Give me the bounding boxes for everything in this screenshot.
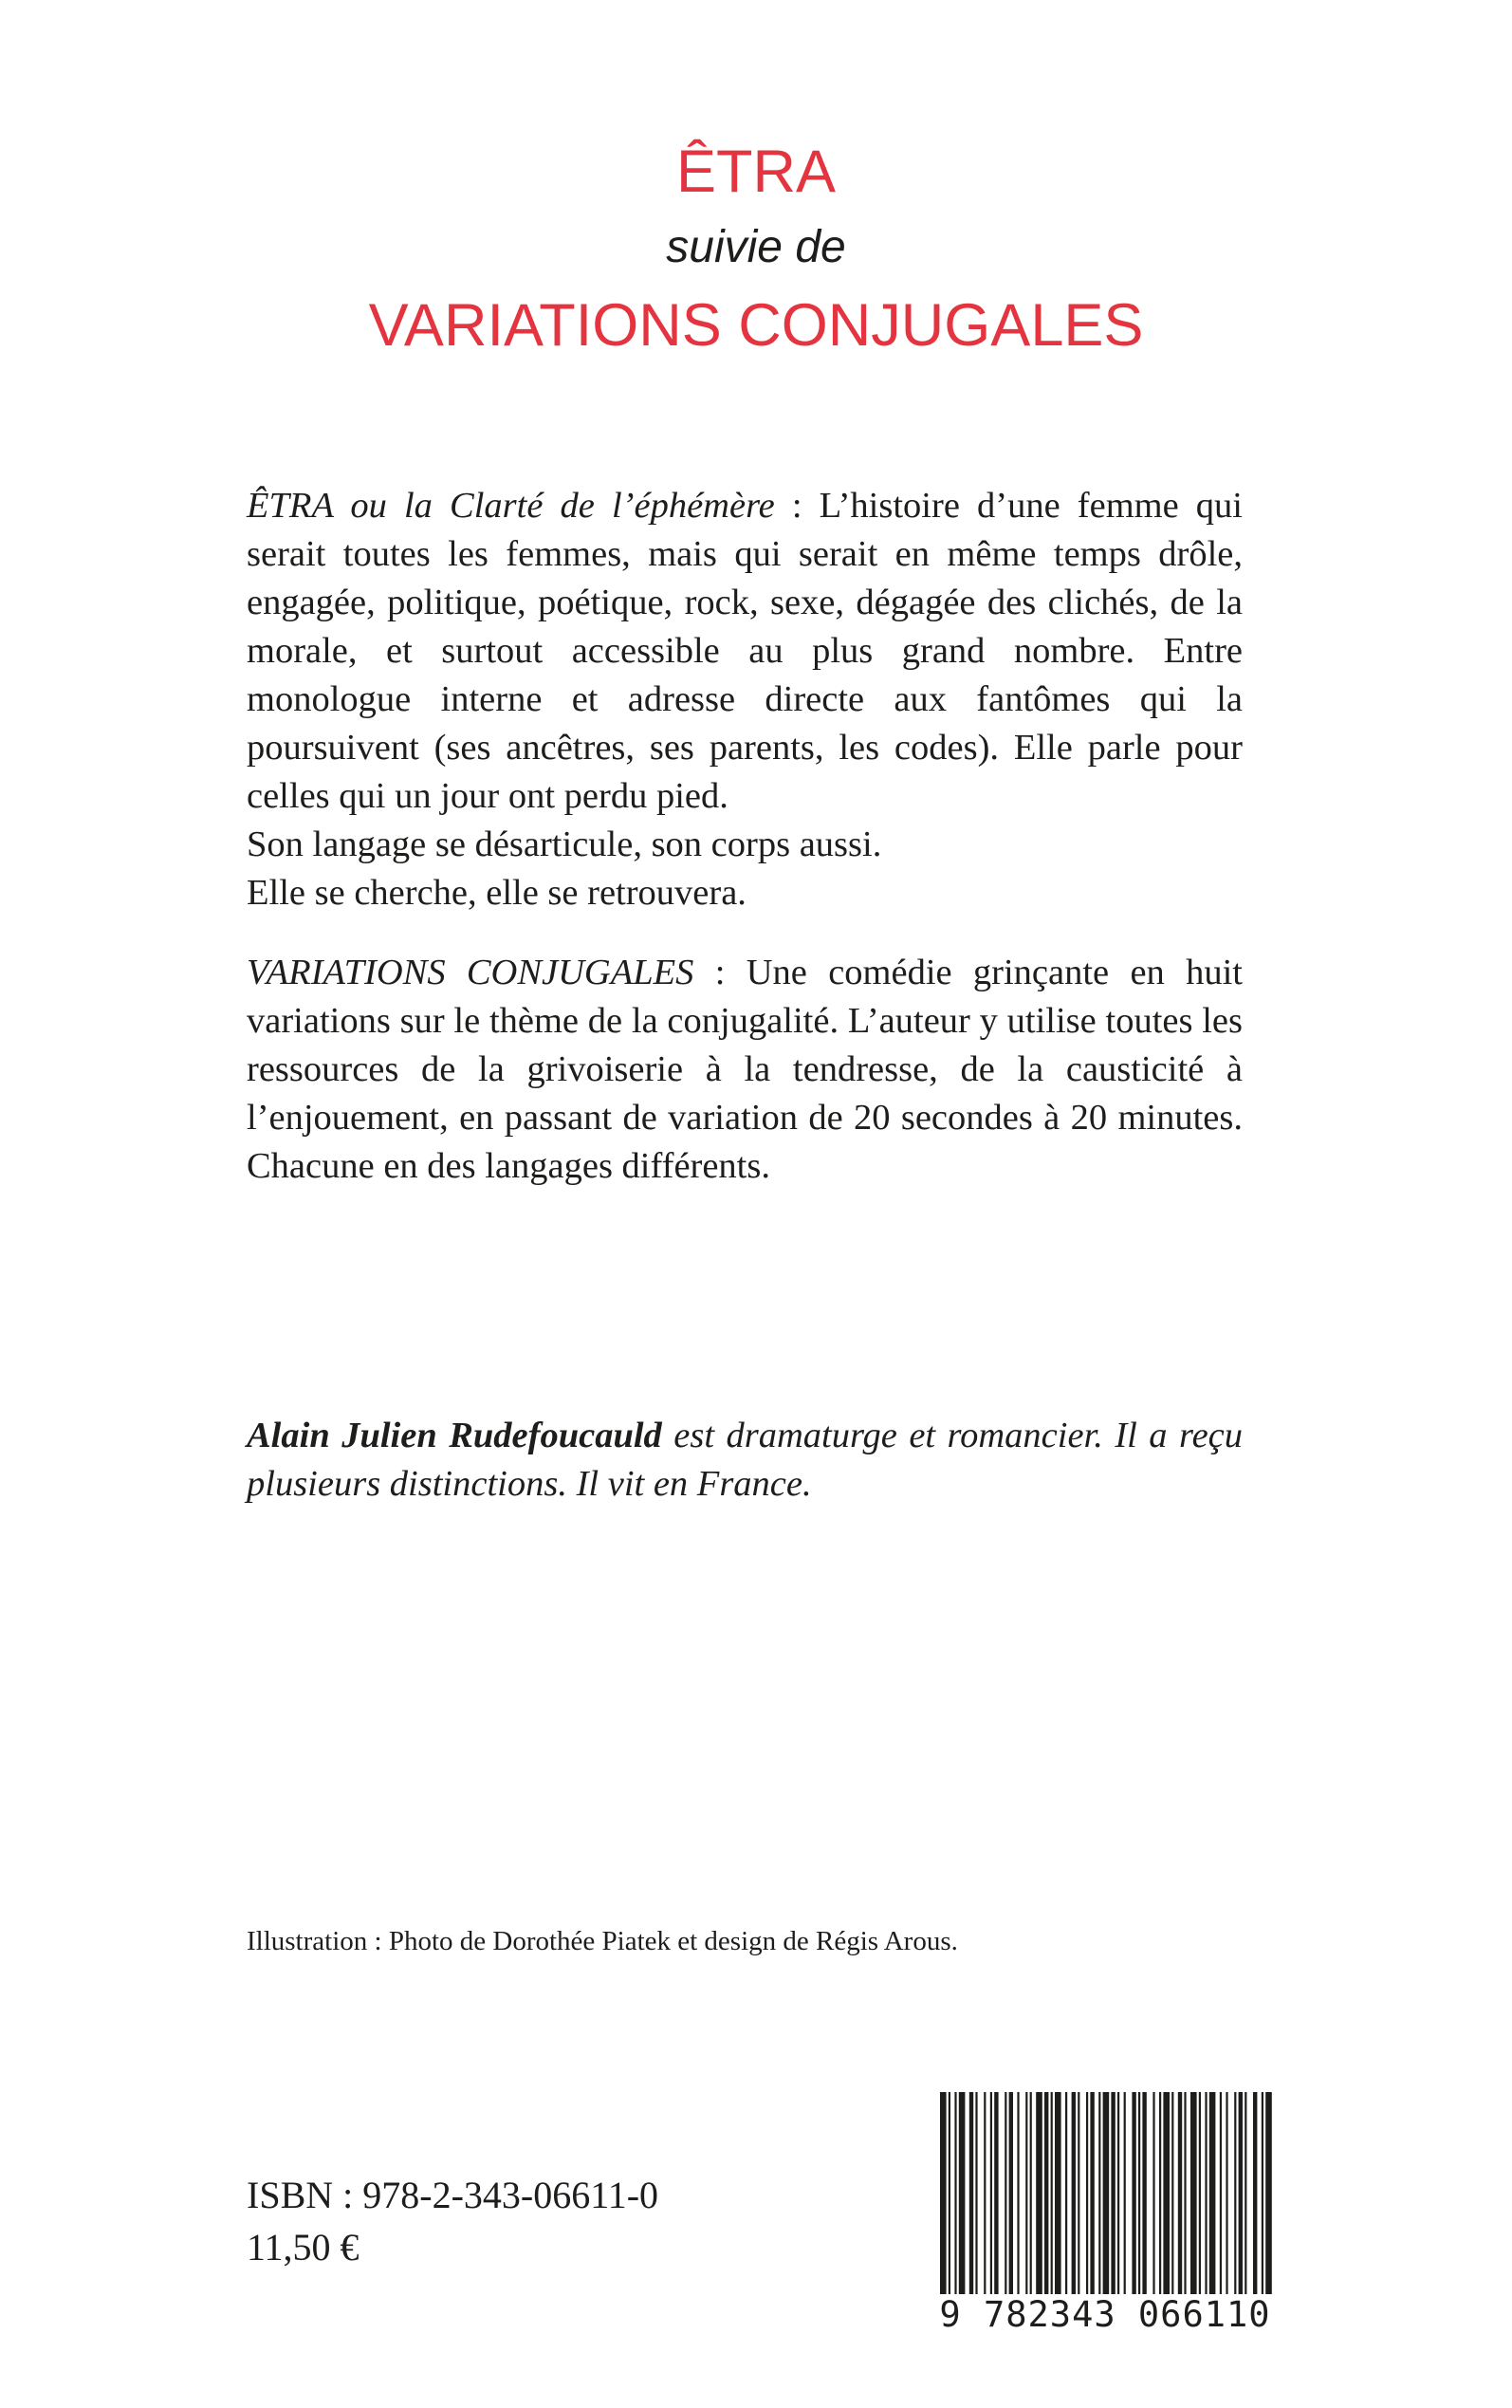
summary-variations-text: : Une comédie grinçante en huit variations sur le thème de la conjugalité. L’auteur y utilise toutes les ressources de la grivoiserie à la tendresse, de la causticité à l’enjouement, en passant de variation de 20 secondes à 20 minutes. Chacune en des langages différents. <box>247 953 1243 1186</box>
summary-variations <box>247 949 1243 1191</box>
author-bio-text: est dramaturge et romancier. Il a reçu plusieurs distinctions. Il vit en France. <box>247 1416 1243 1504</box>
price: 11,50 € <box>247 2226 360 2269</box>
barcode-digits: 9 782343 066110 <box>939 2294 1271 2335</box>
barcode-icon <box>934 2092 1276 2294</box>
summary-etra-text: : L’histoire d’une femme qui serait toutes les femmes, mais qui serait en même temps drôle, engagée, politique, poétique, rock, sexe, dégagée des clichés, de la morale, et surtout accessible au plus grand nombre. Entre monologue interne et adresse directe aux fantômes qui la poursuivent (ses ancêtres, ses parents, les codes). Elle parle pour celles qui un jour ont perdu pied. <box>247 486 1243 816</box>
summary-etra-line2: Son langage se désarticule, son corps aussi. <box>247 824 882 864</box>
summary-variations-lead: VARIATIONS CONJUGALES <box>247 953 694 992</box>
title-block <box>0 139 1512 359</box>
summary-etra <box>247 482 1243 917</box>
book-subtitle: VARIATIONS CONJUGALES <box>368 292 1144 359</box>
summary-variations-paragraph <box>247 949 1243 1191</box>
author-name: Alain Julien Rudefoucauld <box>247 1416 662 1455</box>
summary-etra-paragraph <box>247 482 1243 821</box>
summary-etra-lead: ÊTRA ou la Clarté de l’éphémère <box>247 486 775 526</box>
title-connector: suivie de <box>666 222 846 272</box>
summary-etra-line3: Elle se cherche, elle se retrouvera. <box>247 873 747 913</box>
author-bio <box>247 1412 1243 1509</box>
illustration-credit: Illustration : Photo de Dorothée Piatek et design de Régis Arous. <box>247 1926 958 1956</box>
book-title: ÊTRA <box>675 139 837 205</box>
isbn: ISBN : 978-2-343-06611-0 <box>247 2174 659 2216</box>
